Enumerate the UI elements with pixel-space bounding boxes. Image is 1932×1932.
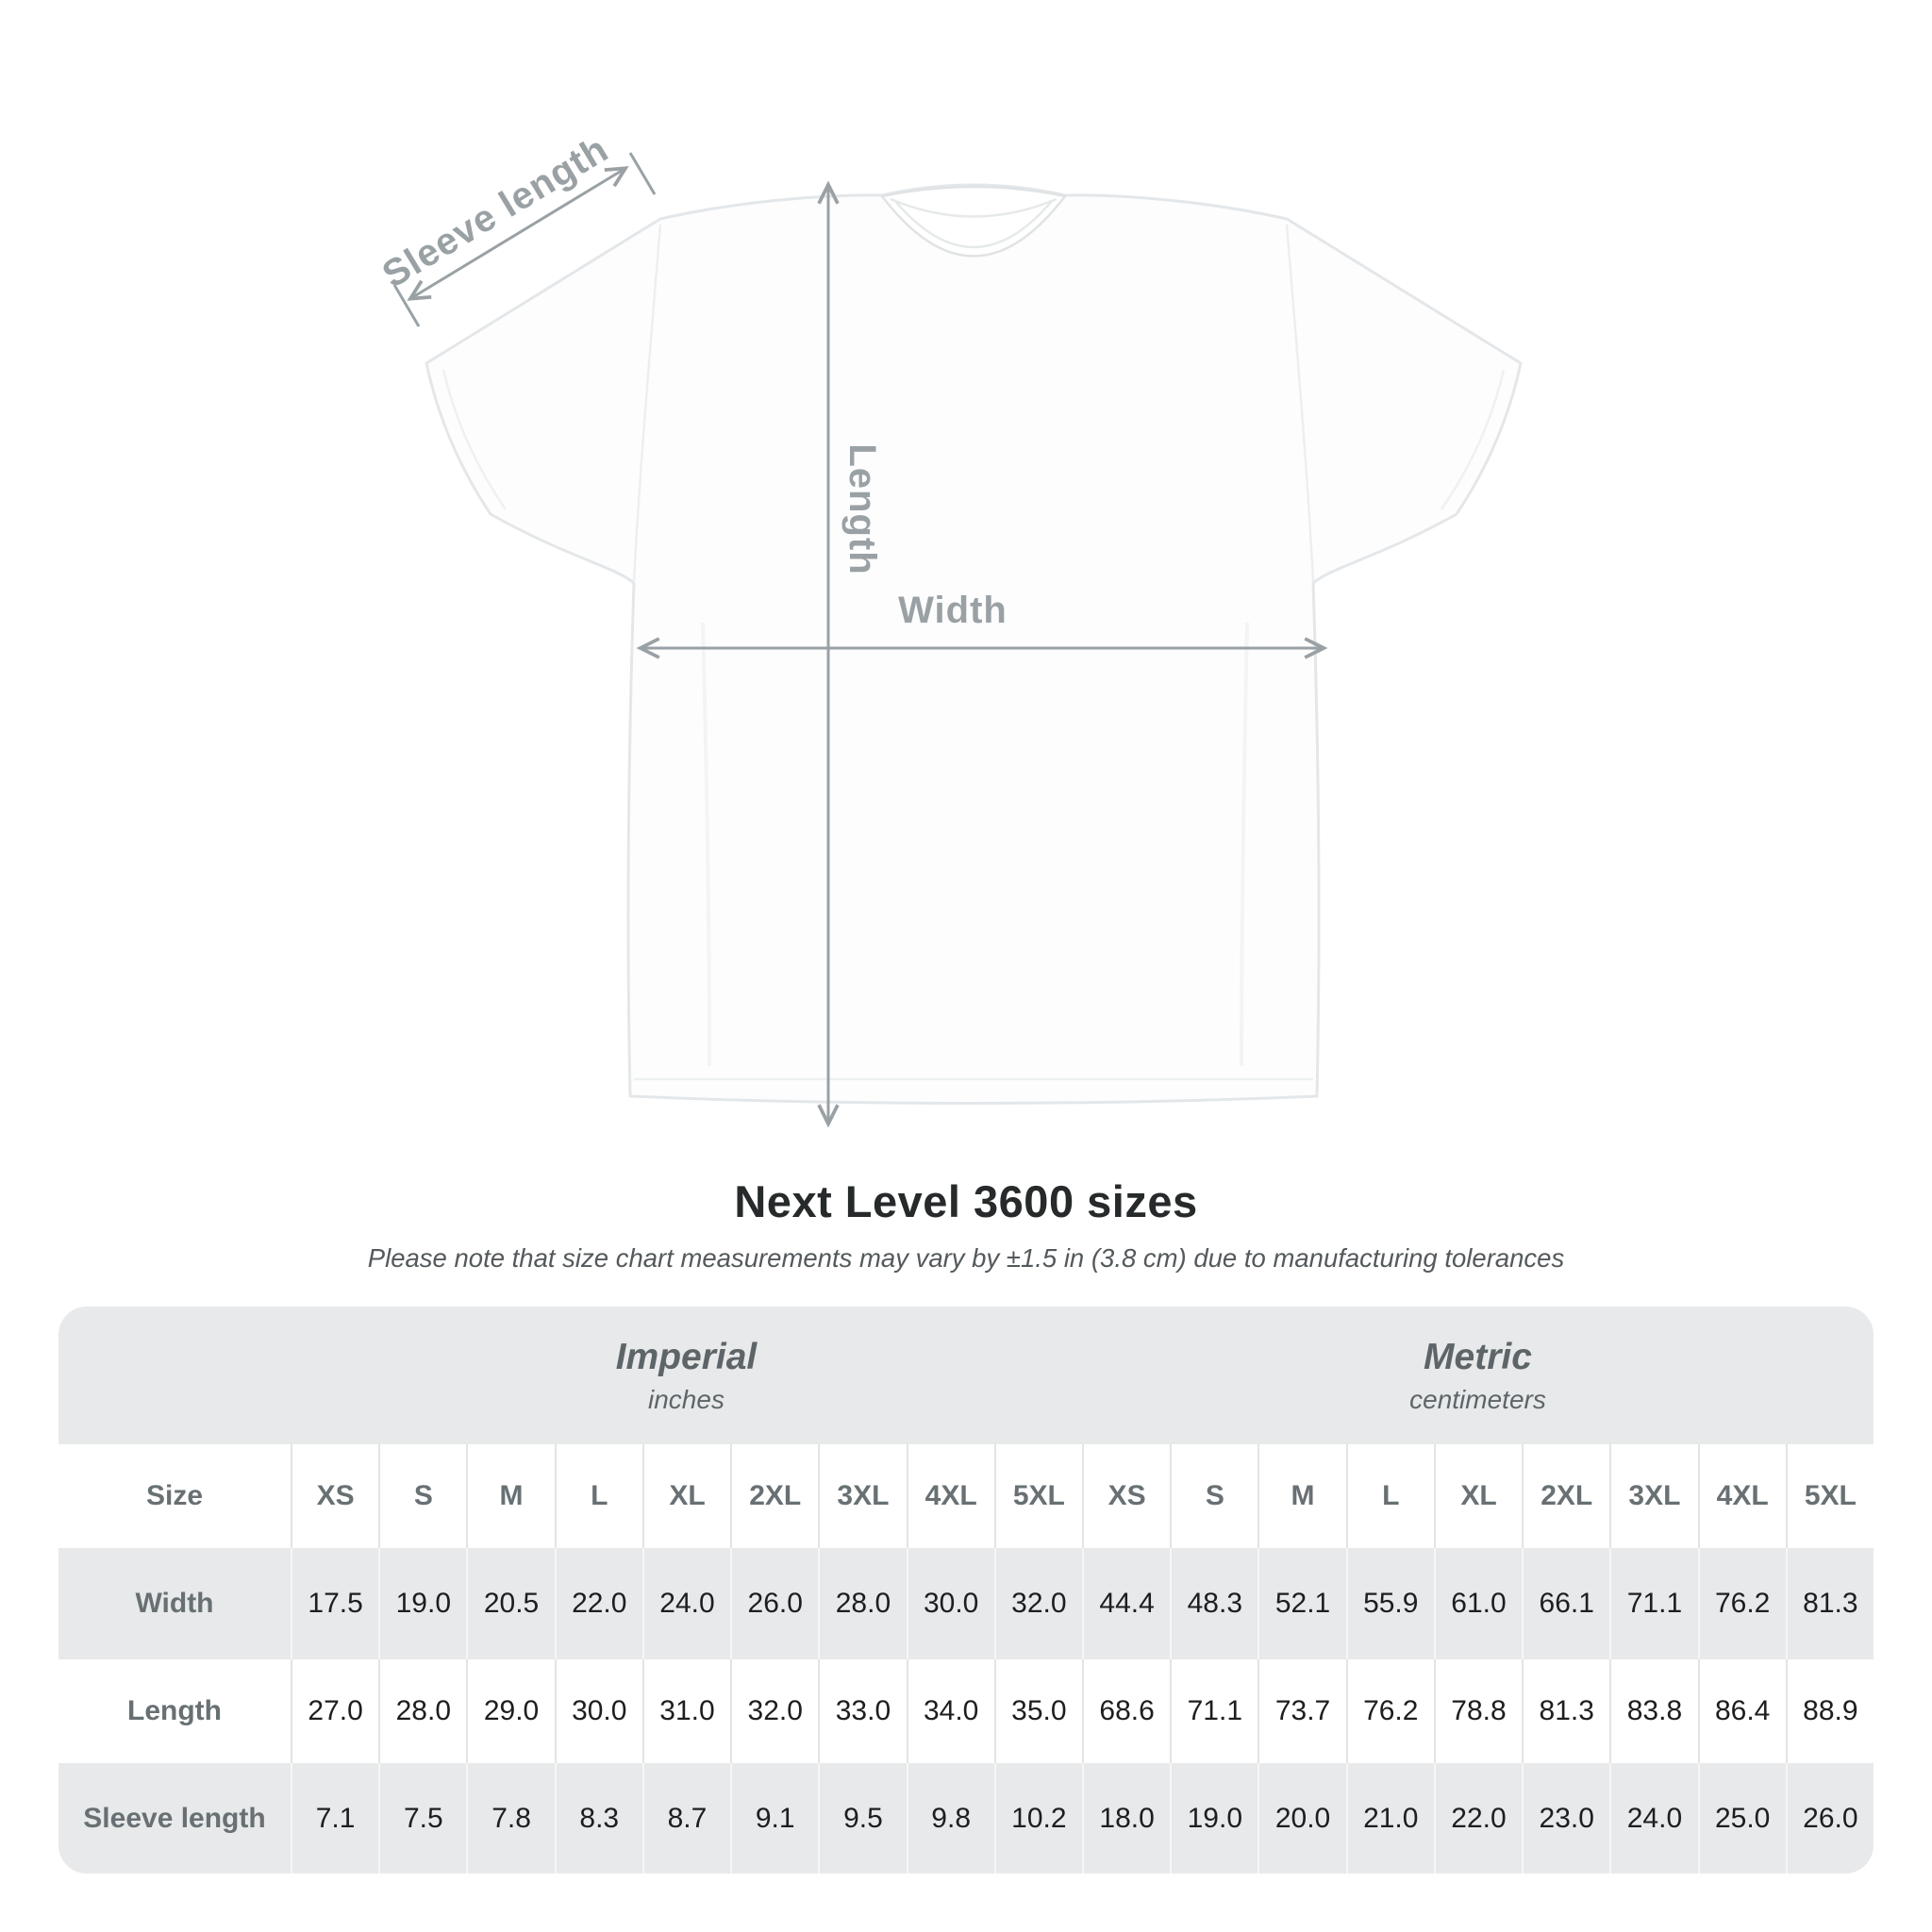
metric-title: Metric (1424, 1336, 1532, 1377)
sleeve-arrow-tick-top (630, 153, 655, 194)
metric-size-col-XS: XS (1082, 1444, 1170, 1548)
imperial-value-cell: 20.5 (466, 1548, 554, 1659)
page-subtitle: Please note that size chart measurements may vary by ±1.5 in (3.8 cm) due to manufacturing tolerances (367, 1243, 1565, 1273)
imperial-value-cell: 26.0 (730, 1548, 818, 1659)
imperial-value-cell: 22.0 (555, 1548, 642, 1659)
imperial-value-cell: 7.1 (291, 1763, 378, 1874)
tshirt-illustration (426, 185, 1521, 1104)
metric-value-cell: 76.2 (1698, 1548, 1786, 1659)
metric-value-cell: 19.0 (1170, 1763, 1257, 1874)
metric-value-cell: 25.0 (1698, 1763, 1786, 1874)
size-table-grid (58, 1307, 1874, 1874)
row-label: Sleeve length (58, 1763, 291, 1874)
metric-size-col-4XL: 4XL (1698, 1444, 1786, 1548)
metric-value-cell: 81.3 (1786, 1548, 1874, 1659)
metric-value-cell: 78.8 (1434, 1659, 1522, 1763)
imperial-value-cell: 27.0 (291, 1659, 378, 1763)
metric-size-col-L: L (1346, 1444, 1434, 1548)
metric-value-cell: 61.0 (1434, 1548, 1522, 1659)
metric-size-col-3XL: 3XL (1609, 1444, 1697, 1548)
length-label: Length (841, 443, 883, 575)
imperial-value-cell: 32.0 (730, 1659, 818, 1763)
imperial-value-cell: 28.0 (378, 1659, 466, 1763)
row-label: Width (58, 1548, 291, 1659)
row-label: Length (58, 1659, 291, 1763)
imperial-size-col-2XL: 2XL (730, 1444, 818, 1548)
metric-size-col-5XL: 5XL (1786, 1444, 1874, 1548)
metric-value-cell: 76.2 (1346, 1659, 1434, 1763)
imperial-value-cell: 28.0 (818, 1548, 906, 1659)
imperial-size-col-M: M (466, 1444, 554, 1548)
imperial-section-header (291, 1307, 1082, 1444)
metric-value-cell: 71.1 (1170, 1659, 1257, 1763)
imperial-value-cell: 34.0 (907, 1659, 994, 1763)
size-table (58, 1307, 1874, 1874)
metric-value-cell: 18.0 (1082, 1763, 1170, 1874)
imperial-value-cell: 8.7 (642, 1763, 730, 1874)
imperial-value-cell: 7.5 (378, 1763, 466, 1874)
metric-value-cell: 48.3 (1170, 1548, 1257, 1659)
imperial-size-col-4XL: 4XL (907, 1444, 994, 1548)
imperial-value-cell: 7.8 (466, 1763, 554, 1874)
imperial-size-col-XL: XL (642, 1444, 730, 1548)
metric-value-cell: 23.0 (1522, 1763, 1609, 1874)
metric-value-cell: 68.6 (1082, 1659, 1170, 1763)
imperial-value-cell: 10.2 (994, 1763, 1082, 1874)
tshirt-body (426, 185, 1521, 1104)
metric-size-col-2XL: 2XL (1522, 1444, 1609, 1548)
metric-value-cell: 55.9 (1346, 1548, 1434, 1659)
metric-value-cell: 66.1 (1522, 1548, 1609, 1659)
metric-size-col-XL: XL (1434, 1444, 1522, 1548)
imperial-value-cell: 9.1 (730, 1763, 818, 1874)
imperial-value-cell: 33.0 (818, 1659, 906, 1763)
imperial-value-cell: 32.0 (994, 1548, 1082, 1659)
imperial-value-cell: 19.0 (378, 1548, 466, 1659)
imperial-value-cell: 30.0 (907, 1548, 994, 1659)
page-title: Next Level 3600 sizes (734, 1176, 1198, 1226)
band-corner-spacer (58, 1307, 291, 1444)
imperial-value-cell: 24.0 (642, 1548, 730, 1659)
metric-size-col-M: M (1257, 1444, 1345, 1548)
imperial-size-col-L: L (555, 1444, 642, 1548)
sleeve-length-label: Sleeve length (375, 127, 616, 296)
metric-value-cell: 88.9 (1786, 1659, 1874, 1763)
metric-value-cell: 73.7 (1257, 1659, 1345, 1763)
metric-value-cell: 52.1 (1257, 1548, 1345, 1659)
metric-value-cell: 71.1 (1609, 1548, 1697, 1659)
imperial-size-col-3XL: 3XL (818, 1444, 906, 1548)
heading-block (0, 1175, 1932, 1274)
metric-value-cell: 86.4 (1698, 1659, 1786, 1763)
imperial-title: Imperial (615, 1336, 758, 1377)
imperial-value-cell: 17.5 (291, 1548, 378, 1659)
imperial-size-col-XS: XS (291, 1444, 378, 1548)
metric-unit: centimeters (1409, 1384, 1546, 1414)
metric-value-cell: 24.0 (1609, 1763, 1697, 1874)
metric-value-cell: 26.0 (1786, 1763, 1874, 1874)
imperial-value-cell: 29.0 (466, 1659, 554, 1763)
metric-value-cell: 83.8 (1609, 1659, 1697, 1763)
imperial-size-col-S: S (378, 1444, 466, 1548)
imperial-size-col-5XL: 5XL (994, 1444, 1082, 1548)
metric-size-col-S: S (1170, 1444, 1257, 1548)
metric-value-cell: 22.0 (1434, 1763, 1522, 1874)
imperial-value-cell: 30.0 (555, 1659, 642, 1763)
metric-value-cell: 44.4 (1082, 1548, 1170, 1659)
width-label: Width (898, 590, 1008, 631)
imperial-unit: inches (648, 1384, 724, 1414)
imperial-value-cell: 31.0 (642, 1659, 730, 1763)
imperial-value-cell: 9.8 (907, 1763, 994, 1874)
metric-section-header (1082, 1307, 1874, 1444)
metric-value-cell: 21.0 (1346, 1763, 1434, 1874)
metric-value-cell: 20.0 (1257, 1763, 1345, 1874)
size-corner-label: Size (58, 1444, 291, 1548)
imperial-value-cell: 8.3 (555, 1763, 642, 1874)
metric-value-cell: 81.3 (1522, 1659, 1609, 1763)
imperial-value-cell: 35.0 (994, 1659, 1082, 1763)
imperial-value-cell: 9.5 (818, 1763, 906, 1874)
